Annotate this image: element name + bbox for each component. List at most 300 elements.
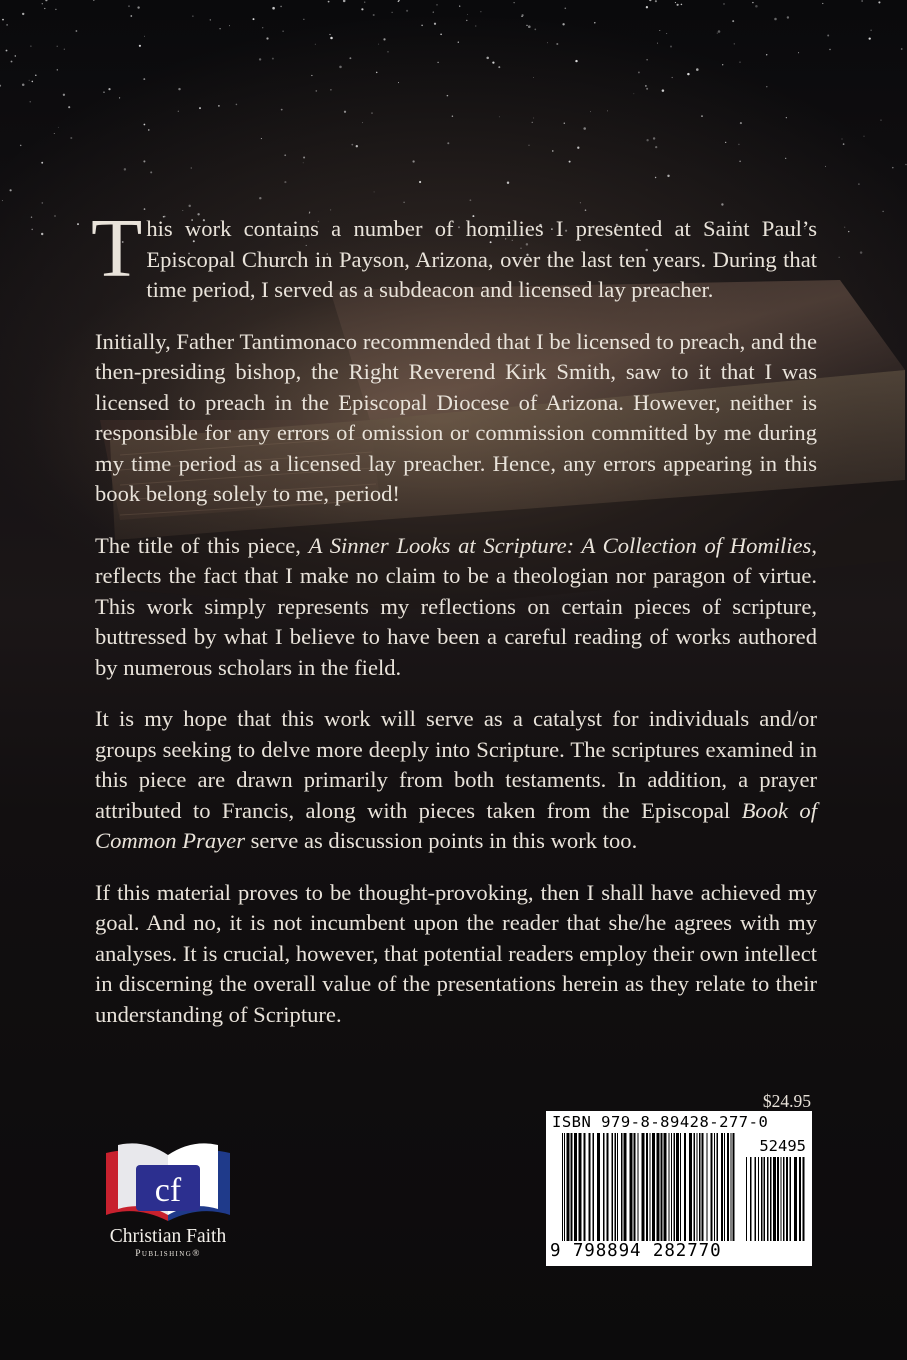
star: [827, 35, 829, 37]
barcode-bar: [650, 1133, 651, 1241]
barcode-bar: [794, 1157, 797, 1241]
star: [507, 182, 509, 184]
star: [486, 57, 489, 60]
star: [649, 0, 651, 1]
star: [266, 37, 268, 39]
barcode-bar: [733, 1133, 735, 1241]
book-title-italic: A Sinner Looks at Scripture: A Collection of Homilies: [308, 532, 812, 558]
star: [774, 18, 777, 21]
barcode-bar: [702, 1133, 704, 1241]
star: [585, 209, 587, 211]
star: [662, 89, 665, 92]
star: [864, 136, 865, 137]
star: [580, 202, 581, 203]
star: [528, 145, 529, 146]
star: [786, 117, 787, 118]
barcode-bar: [783, 1157, 785, 1241]
star: [55, 9, 56, 10]
barcode-bar: [770, 1157, 772, 1241]
star: [259, 58, 261, 60]
star: [329, 34, 330, 35]
barcode-bar: [634, 1133, 636, 1241]
star: [475, 25, 476, 26]
star: [848, 231, 849, 232]
barcode-bar: [764, 1157, 766, 1241]
star: [351, 144, 353, 146]
barcode-bar: [767, 1157, 769, 1241]
star: [701, 115, 703, 117]
back-cover-blurb: [91, 202, 817, 1051]
star: [272, 7, 275, 10]
star: [2, 200, 3, 201]
star: [766, 54, 767, 55]
star: [843, 143, 845, 145]
isbn-barcode: [546, 1111, 812, 1266]
star: [144, 36, 145, 37]
star: [421, 25, 422, 26]
barcode-bar: [727, 1133, 729, 1241]
barcode-bar: [615, 1133, 617, 1241]
blurb-paragraph-4: It is my hope that this work will serve as a catalyst for individuals and/or groups seeking to delve more deeply into Scripture. The scriptures examined in this piece are drawn primarily from both testaments. In addition, a prayer attributed to Francis, along with pieces taken from the Episcopal Book of Common Prayer serve as discussion points in this work too.: [95, 706, 817, 853]
star: [0, 85, 1, 87]
publisher-subtitle: Publishing®: [135, 1249, 201, 1259]
star: [22, 13, 24, 15]
star: [901, 48, 903, 50]
star: [374, 191, 375, 192]
barcode-bar: [669, 1133, 670, 1241]
star: [839, 257, 840, 258]
star: [229, 25, 230, 26]
star: [130, 15, 132, 17]
barcode-bar: [646, 1133, 648, 1241]
star: [58, 127, 59, 128]
star: [6, 24, 8, 26]
star: [150, 171, 152, 173]
star: [253, 18, 255, 20]
star: [330, 37, 333, 40]
barcode-bar: [607, 1133, 609, 1241]
star: [412, 160, 414, 162]
star: [638, 71, 640, 73]
star: [311, 75, 312, 76]
star: [139, 45, 141, 47]
open-book-icon: [98, 1135, 238, 1227]
star: [526, 25, 527, 26]
barcode-bar: [661, 1133, 663, 1241]
barcode-bar: [697, 1133, 698, 1241]
barcode-bar: [699, 1133, 701, 1241]
barcode-bar: [680, 1133, 681, 1241]
publisher-name: Christian Faith: [109, 1226, 227, 1247]
star: [687, 73, 689, 75]
barcode-bar: [758, 1157, 759, 1241]
star: [406, 10, 408, 12]
star: [144, 124, 146, 126]
star: [262, 27, 263, 28]
star: [191, 167, 192, 168]
star: [144, 208, 146, 210]
barcode-bar: [564, 1133, 565, 1241]
star: [675, 2, 676, 3]
star: [11, 61, 13, 63]
star: [356, 145, 358, 147]
barcode-bar: [571, 1133, 573, 1241]
star: [280, 6, 282, 8]
star: [282, 31, 283, 32]
star: [569, 161, 571, 163]
barcode-bar: [750, 1157, 752, 1241]
star: [825, 166, 826, 167]
star: [364, 2, 365, 3]
star: [178, 111, 179, 112]
star: [398, 82, 399, 83]
star: [590, 111, 591, 112]
star: [383, 38, 385, 40]
star: [20, 145, 22, 147]
star: [143, 160, 145, 162]
star: [787, 16, 789, 18]
star: [378, 44, 379, 45]
barcode-bar: [676, 1133, 679, 1241]
star: [659, 30, 660, 31]
star: [42, 202, 44, 204]
star: [670, 45, 672, 47]
star: [672, 77, 673, 78]
star: [303, 156, 305, 158]
star: [103, 91, 104, 92]
ean-digits: 9 798894 282770: [550, 1241, 722, 1261]
blurb-paragraph-1: This work contains a number of homilies I presented at Saint Paul’s Episcopal Church in Payson, Arizona, over the last ten years. During that time period, I served as a subdeacon and licensed lay preacher.: [91, 202, 817, 302]
barcode-bar: [579, 1133, 582, 1241]
star: [32, 81, 34, 83]
star: [882, 211, 883, 212]
star: [119, 97, 120, 98]
star: [842, 139, 843, 140]
barcode-bar: [621, 1133, 623, 1241]
star: [30, 101, 31, 102]
star: [344, 111, 346, 113]
star: [533, 118, 534, 119]
price-code: 52495: [759, 1137, 806, 1155]
star: [499, 116, 500, 117]
star: [725, 142, 726, 143]
star: [373, 14, 375, 16]
star: [57, 69, 58, 70]
star: [192, 15, 193, 16]
star: [30, 45, 31, 46]
star: [54, 133, 55, 134]
star: [562, 23, 564, 25]
star: [419, 181, 421, 183]
barcode-bar: [707, 1133, 708, 1241]
star: [723, 3, 724, 4]
star: [178, 88, 180, 90]
barcode-bar: [617, 1133, 618, 1241]
blurb-paragraph-2: Initially, Father Tantimonaco recommended that I be licensed to preach, and the then-presiding bishop, the Right Reverend Kirk Smith, saw to it that I was licensed to preach in the Episcopal Diocese of Arizona. However, neither is responsible for any errors of omission or commission committed by me during my time period as a licensed lay preacher. Hence, any errors appearing in this book belong solely to me, period!: [95, 328, 817, 506]
star: [655, 177, 656, 178]
star: [434, 23, 436, 25]
barcode-bar: [664, 1133, 667, 1241]
barcode-bar: [671, 1133, 672, 1241]
star: [182, 210, 183, 211]
logo-monogram: cf: [154, 1172, 182, 1209]
star: [552, 150, 553, 151]
barcode-bar: [790, 1157, 792, 1241]
barcode-bar: [799, 1157, 801, 1241]
star: [732, 20, 734, 22]
star: [458, 42, 459, 43]
star: [57, 46, 58, 47]
barcode-bar: [567, 1133, 570, 1241]
star: [785, 158, 786, 159]
star: [858, 183, 860, 185]
star: [315, 90, 317, 92]
star: [755, 5, 758, 8]
star: [739, 61, 740, 62]
star: [646, 139, 648, 141]
barcode-bar: [593, 1133, 595, 1241]
star: [734, 43, 735, 44]
star: [437, 62, 438, 63]
barcode-bar: [786, 1157, 788, 1241]
star: [76, 30, 78, 32]
star: [361, 8, 363, 10]
barcode-bar: [761, 1157, 763, 1241]
star: [15, 55, 16, 56]
star: [870, 30, 871, 31]
star: [403, 202, 404, 203]
star: [339, 66, 342, 69]
star: [199, 107, 201, 109]
star: [556, 43, 558, 45]
star: [766, 86, 767, 87]
star: [721, 203, 723, 205]
star: [10, 189, 12, 191]
barcode-bar: [803, 1157, 805, 1241]
star: [330, 209, 331, 210]
star: [371, 112, 372, 113]
star: [433, 11, 434, 12]
star: [22, 84, 25, 87]
star: [534, 29, 536, 31]
star: [533, 77, 534, 78]
star: [219, 28, 220, 29]
star: [31, 229, 33, 231]
star: [480, 11, 481, 12]
barcode-bar: [584, 1133, 586, 1241]
star: [655, 0, 657, 2]
star: [124, 168, 126, 170]
star: [822, 3, 823, 4]
star: [29, 80, 30, 81]
barcode-bar: [694, 1133, 696, 1241]
star: [45, 0, 47, 1]
star: [64, 49, 65, 50]
star: [303, 162, 304, 163]
isbn-text: ISBN 979-8-89428-277-0: [552, 1113, 769, 1131]
star: [564, 123, 565, 124]
barcode-bar: [562, 1133, 563, 1241]
star: [70, 137, 72, 139]
star: [77, 223, 79, 225]
star: [722, 64, 723, 65]
star: [128, 5, 130, 7]
barcode-bar: [689, 1133, 692, 1241]
star: [466, 20, 467, 21]
barcode-bar: [711, 1133, 713, 1241]
star: [309, 212, 310, 213]
star: [447, 95, 449, 97]
barcode-bar: [777, 1157, 779, 1241]
barcode-bar: [721, 1133, 723, 1241]
star: [284, 181, 286, 183]
blurb-paragraph-3: The title of this piece, A Sinner Looks at Scripture: A Collection of Homilies, reflects the fact that I make no claim to be a theologian nor paragon of virtue. This work simply represents my reflections on certain pieces of scripture, buttressed by what I believe to have been a careful reading of works authored by numerous scholars in the field.: [95, 532, 817, 680]
star: [31, 216, 32, 217]
barcode-bar: [773, 1157, 776, 1241]
barcode-bar: [589, 1133, 591, 1241]
star: [696, 68, 699, 71]
star: [575, 60, 577, 62]
star: [2, 19, 4, 21]
star: [740, 122, 742, 124]
star: [330, 89, 332, 91]
star: [521, 14, 523, 16]
star: [718, 30, 721, 33]
star: [6, 50, 8, 52]
star: [284, 154, 286, 156]
barcode-bar: [746, 1157, 747, 1241]
barcode-bar: [731, 1133, 732, 1241]
star: [261, 138, 262, 139]
barcode-bar: [630, 1133, 633, 1241]
star: [677, 4, 679, 6]
star: [583, 127, 586, 130]
star: [666, 33, 667, 34]
star: [63, 94, 65, 96]
star: [188, 205, 190, 207]
star: [398, 1, 399, 2]
star: [440, 34, 442, 36]
star: [42, 3, 43, 4]
barcode-bar: [684, 1133, 686, 1241]
star: [594, 22, 595, 23]
star: [210, 19, 211, 20]
star: [35, 74, 37, 76]
star: [343, 0, 346, 2]
barcode-bar: [714, 1133, 715, 1241]
star: [607, 110, 608, 111]
star: [148, 129, 149, 130]
star: [376, 72, 378, 74]
star: [547, 42, 548, 43]
star: [137, 6, 139, 8]
star: [645, 85, 647, 87]
star: [681, 4, 683, 6]
barcode-bar: [612, 1133, 614, 1241]
star: [861, 0, 862, 1]
star: [467, 14, 468, 15]
star: [303, 19, 304, 20]
star: [532, 122, 533, 123]
star: [452, 115, 453, 116]
star: [492, 61, 494, 63]
barcode-bar: [642, 1133, 645, 1241]
star: [459, 5, 460, 6]
drop-cap: T: [91, 202, 143, 295]
star: [470, 199, 472, 201]
star: [349, 57, 351, 59]
star: [577, 147, 579, 149]
star: [646, 59, 647, 60]
star: [218, 105, 220, 107]
star: [41, 162, 43, 164]
star: [633, 93, 634, 94]
prayer-book-title: Book of Common Prayer: [95, 797, 817, 853]
star: [655, 146, 657, 148]
star: [881, 120, 882, 121]
star: [93, 0, 95, 1]
star: [528, 25, 531, 28]
barcode-bar: [652, 1133, 655, 1241]
publisher-logo: [98, 1135, 238, 1275]
star: [498, 66, 500, 68]
star: [860, 251, 862, 253]
barcode-bar: [624, 1133, 627, 1241]
star: [565, 8, 567, 10]
star: [844, 227, 845, 228]
star: [447, 142, 449, 144]
star: [68, 106, 70, 108]
star: [272, 58, 274, 60]
barcode-bar: [674, 1133, 676, 1241]
star: [143, 78, 145, 80]
star: [54, 215, 55, 216]
barcode-bar: [657, 1133, 660, 1241]
barcode-bar: [717, 1133, 719, 1241]
star: [259, 197, 261, 199]
star: [436, 4, 437, 5]
barcode-bar: [724, 1133, 725, 1241]
star: [892, 167, 894, 169]
barcode-bar: [755, 1157, 757, 1241]
star: [752, 2, 753, 3]
barcode-bar: [638, 1133, 639, 1241]
star: [869, 37, 871, 39]
star: [717, 33, 718, 34]
star: [646, 88, 648, 90]
star: [362, 122, 363, 123]
price-label: $24.95: [762, 1091, 811, 1111]
star: [44, 8, 45, 9]
star: [657, 43, 658, 44]
star: [108, 88, 110, 90]
barcode-bar: [781, 1157, 782, 1241]
star: [391, 12, 392, 13]
star: [41, 233, 43, 235]
star: [878, 1, 880, 3]
barcode-bar: [574, 1133, 577, 1241]
star: [514, 2, 515, 3]
star: [646, 6, 648, 8]
star: [387, 51, 389, 53]
barcode-bar: [603, 1133, 605, 1241]
star: [798, 52, 799, 53]
star: [653, 137, 655, 139]
barcode-bar: [597, 1133, 600, 1241]
star: [829, 49, 830, 50]
star: [328, 1, 330, 3]
star: [281, 109, 283, 111]
